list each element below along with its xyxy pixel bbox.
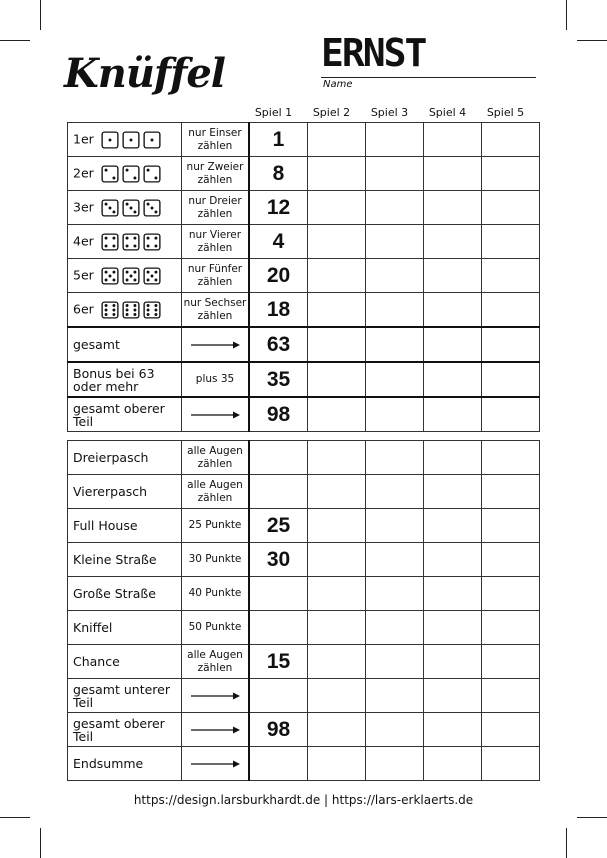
- row-hint-cell: [182, 362, 250, 397]
- score-row: [68, 123, 540, 157]
- die-icon: [122, 267, 140, 285]
- score-cell[interactable]: [482, 157, 540, 191]
- score-cell[interactable]: [424, 441, 482, 475]
- score-cell[interactable]: [424, 157, 482, 191]
- die-icon: [101, 267, 119, 285]
- row-label-cell: [68, 509, 182, 543]
- score-cell[interactable]: [308, 293, 366, 328]
- score-cell[interactable]: [482, 123, 540, 157]
- row-label: 3er: [73, 199, 94, 214]
- score-cell[interactable]: [482, 713, 540, 747]
- score-cell[interactable]: [482, 679, 540, 713]
- score-row: [68, 441, 540, 475]
- score-cell[interactable]: [308, 259, 366, 293]
- score-cell[interactable]: [308, 475, 366, 509]
- score-cell[interactable]: [308, 397, 366, 432]
- row-hint: nur Einser zählen: [188, 126, 242, 152]
- score-cell[interactable]: 1: [249, 123, 308, 157]
- score-cell[interactable]: [308, 191, 366, 225]
- game-header: Spiel 4: [428, 106, 467, 119]
- score-cell[interactable]: [366, 679, 424, 713]
- row-label: gesamt unterer Teil: [73, 681, 170, 710]
- die-icon: [101, 199, 119, 217]
- arrow-right-icon: [189, 691, 241, 701]
- row-label: 1er: [73, 131, 94, 146]
- crop-mark: [577, 817, 607, 818]
- player-name[interactable]: ERNST: [321, 31, 426, 75]
- score-row: [68, 259, 540, 293]
- score-cell[interactable]: [424, 475, 482, 509]
- crop-mark: [566, 0, 567, 30]
- crop-mark: [40, 0, 41, 30]
- score-row: [68, 475, 540, 509]
- crop-mark: [0, 817, 30, 818]
- score-cell[interactable]: [424, 713, 482, 747]
- score-cell[interactable]: [424, 362, 482, 397]
- score-row: [68, 397, 540, 432]
- score-cell[interactable]: [482, 645, 540, 679]
- die-icon: [122, 233, 140, 251]
- score-cell[interactable]: [482, 475, 540, 509]
- score-cell[interactable]: 15: [249, 645, 308, 679]
- score-cell[interactable]: [482, 441, 540, 475]
- score-cell[interactable]: [366, 543, 424, 577]
- row-label: Viererpasch: [73, 484, 148, 499]
- row-hint: alle Augen zählen: [187, 648, 243, 674]
- score-cell[interactable]: [424, 747, 482, 781]
- score-cell[interactable]: [482, 397, 540, 432]
- row-label: Full House: [73, 518, 138, 533]
- score-cell[interactable]: 35: [249, 362, 308, 397]
- score-cell[interactable]: 63: [249, 327, 308, 362]
- row-hint: plus 35: [195, 373, 235, 385]
- die-icon: [143, 131, 161, 149]
- score-row: [68, 713, 540, 747]
- row-label: gesamt oberer Teil: [73, 715, 165, 744]
- row-label-cell: [68, 327, 182, 362]
- score-row: [68, 747, 540, 781]
- row-hint-cell: [182, 191, 250, 225]
- row-hint: alle Augen zählen: [187, 478, 243, 504]
- row-hint: nur Sechser zählen: [183, 296, 247, 322]
- score-row: [68, 191, 540, 225]
- score-cell[interactable]: [308, 645, 366, 679]
- arrow-right-icon: [189, 759, 241, 769]
- score-cell[interactable]: 4: [249, 225, 308, 259]
- row-hint-cell: [182, 259, 250, 293]
- score-cell[interactable]: [308, 327, 366, 362]
- row-label-cell: [68, 577, 182, 611]
- score-cell[interactable]: [366, 293, 424, 328]
- score-row: [68, 327, 540, 362]
- row-hint-cell: [182, 747, 250, 781]
- row-hint-cell: [182, 293, 250, 328]
- row-label-cell: [68, 123, 182, 157]
- score-cell[interactable]: [424, 293, 482, 328]
- score-cell[interactable]: 12: [249, 191, 308, 225]
- row-hint: nur Dreier zählen: [188, 194, 242, 220]
- score-cell[interactable]: [308, 509, 366, 543]
- row-label: 2er: [73, 165, 94, 180]
- crop-mark: [577, 40, 607, 41]
- die-icon: [101, 165, 119, 183]
- score-cell[interactable]: [249, 679, 308, 713]
- score-cell[interactable]: [424, 645, 482, 679]
- score-cell[interactable]: [366, 191, 424, 225]
- footer-links[interactable]: https://design.larsburkhardt.de | https://lars-erklaerts.de: [133, 793, 474, 807]
- score-cell[interactable]: [424, 123, 482, 157]
- score-row: [68, 611, 540, 645]
- row-label-cell: [68, 441, 182, 475]
- crop-mark: [0, 40, 30, 41]
- row-hint-cell: [182, 157, 250, 191]
- score-cell[interactable]: 18: [249, 293, 308, 328]
- row-hint-cell: [182, 713, 250, 747]
- die-icon: [122, 165, 140, 183]
- score-cell[interactable]: 20: [249, 259, 308, 293]
- die-icon: [143, 199, 161, 217]
- die-icon: [101, 301, 119, 319]
- name-underline: [321, 77, 536, 78]
- die-icon: [143, 233, 161, 251]
- score-row: [68, 362, 540, 397]
- score-cell[interactable]: 8: [249, 157, 308, 191]
- score-cell[interactable]: [366, 397, 424, 432]
- game-header: Spiel 3: [370, 106, 409, 119]
- row-hint-cell: [182, 327, 250, 362]
- score-cell[interactable]: [249, 441, 308, 475]
- score-cell[interactable]: [366, 157, 424, 191]
- row-label: Dreierpasch: [73, 450, 149, 465]
- score-cell[interactable]: [249, 747, 308, 781]
- row-hint: nur Fünfer zählen: [187, 262, 243, 288]
- die-icon: [122, 131, 140, 149]
- score-cell[interactable]: [308, 123, 366, 157]
- row-hint-cell: [182, 679, 250, 713]
- score-cell[interactable]: 30: [249, 543, 308, 577]
- die-icon: [143, 267, 161, 285]
- score-cell[interactable]: [366, 362, 424, 397]
- row-hint: alle Augen zählen: [187, 444, 243, 470]
- crop-mark: [566, 828, 567, 858]
- row-hint-cell: [182, 123, 250, 157]
- row-label-cell: [68, 157, 182, 191]
- score-cell[interactable]: [482, 543, 540, 577]
- game-header: Spiel 5: [486, 106, 525, 119]
- score-cell[interactable]: [366, 475, 424, 509]
- score-row: [68, 225, 540, 259]
- score-cell[interactable]: [366, 577, 424, 611]
- score-cell[interactable]: [308, 362, 366, 397]
- row-label-cell: [68, 259, 182, 293]
- score-cell[interactable]: [308, 679, 366, 713]
- score-cell[interactable]: [424, 225, 482, 259]
- score-cell[interactable]: [482, 509, 540, 543]
- row-hint-cell: [182, 475, 250, 509]
- row-hint-cell: [182, 645, 250, 679]
- game-header: Spiel 1: [254, 106, 293, 119]
- row-label-cell: [68, 475, 182, 509]
- score-row: [68, 293, 540, 328]
- row-hint-cell: [182, 611, 250, 645]
- row-label: Große Straße: [73, 586, 156, 601]
- score-cell[interactable]: [482, 293, 540, 328]
- row-label-cell: [68, 225, 182, 259]
- score-cell[interactable]: [308, 577, 366, 611]
- score-cell[interactable]: [366, 509, 424, 543]
- score-cell[interactable]: 98: [249, 713, 308, 747]
- die-icon: [122, 301, 140, 319]
- score-cell[interactable]: [482, 259, 540, 293]
- score-cell[interactable]: [308, 441, 366, 475]
- row-hint: 25 Punkte: [188, 519, 242, 531]
- score-cell[interactable]: [424, 543, 482, 577]
- score-cell[interactable]: [366, 327, 424, 362]
- row-label-cell: [68, 397, 182, 432]
- die-icon: [122, 199, 140, 217]
- name-label: Name: [323, 79, 353, 90]
- score-cell[interactable]: [308, 747, 366, 781]
- row-label: Kleine Straße: [73, 552, 157, 567]
- row-label: Chance: [73, 654, 120, 669]
- score-cell[interactable]: [424, 679, 482, 713]
- score-cell[interactable]: [249, 475, 308, 509]
- score-row: [68, 679, 540, 713]
- row-hint-cell: [182, 577, 250, 611]
- row-label: 6er: [73, 301, 94, 316]
- row-label: Bonus bei 63 oder mehr: [73, 365, 155, 394]
- score-cell[interactable]: [424, 509, 482, 543]
- arrow-right-icon: [189, 725, 241, 735]
- row-hint-cell: [182, 225, 250, 259]
- row-hint: nur Vierer zählen: [188, 228, 242, 254]
- game-header: Spiel 2: [312, 106, 351, 119]
- logo-title: Knüffel: [64, 50, 225, 97]
- row-label-cell: [68, 747, 182, 781]
- arrow-right-icon: [189, 410, 241, 420]
- score-row: [68, 157, 540, 191]
- score-cell[interactable]: [308, 713, 366, 747]
- score-cell[interactable]: [482, 747, 540, 781]
- score-cell[interactable]: [366, 611, 424, 645]
- score-cell[interactable]: [424, 259, 482, 293]
- row-hint: 50 Punkte: [188, 621, 242, 633]
- row-label: 4er: [73, 233, 94, 248]
- score-cell[interactable]: [249, 611, 308, 645]
- score-cell[interactable]: [424, 191, 482, 225]
- row-hint: 30 Punkte: [188, 553, 242, 565]
- score-row: [68, 509, 540, 543]
- score-cell[interactable]: [249, 577, 308, 611]
- score-cell[interactable]: [482, 225, 540, 259]
- row-hint-cell: [182, 441, 250, 475]
- score-cell[interactable]: [482, 362, 540, 397]
- score-cell[interactable]: [482, 577, 540, 611]
- row-hint-cell: [182, 509, 250, 543]
- score-cell[interactable]: [366, 747, 424, 781]
- score-cell[interactable]: [424, 397, 482, 432]
- die-icon: [143, 165, 161, 183]
- row-hint-cell: [182, 397, 250, 432]
- die-icon: [101, 233, 119, 251]
- score-cell[interactable]: [424, 577, 482, 611]
- row-hint: 40 Punkte: [188, 587, 242, 599]
- die-icon: [101, 131, 119, 149]
- row-hint-cell: [182, 543, 250, 577]
- row-label-cell: [68, 362, 182, 397]
- score-cell[interactable]: [482, 191, 540, 225]
- row-label: gesamt oberer Teil: [73, 400, 165, 429]
- score-row: [68, 543, 540, 577]
- score-cell[interactable]: [366, 225, 424, 259]
- row-hint: nur Zweier zählen: [186, 160, 244, 186]
- row-label-cell: [68, 543, 182, 577]
- score-cell[interactable]: [424, 611, 482, 645]
- score-cell[interactable]: [308, 225, 366, 259]
- row-label: gesamt: [73, 337, 120, 352]
- score-cell[interactable]: 25: [249, 509, 308, 543]
- row-label-cell: [68, 611, 182, 645]
- score-cell[interactable]: [366, 123, 424, 157]
- row-label-cell: [68, 293, 182, 328]
- die-icon: [143, 301, 161, 319]
- score-cell[interactable]: [482, 611, 540, 645]
- row-label-cell: [68, 645, 182, 679]
- score-cell[interactable]: [366, 645, 424, 679]
- row-label-cell: [68, 713, 182, 747]
- score-cell[interactable]: [366, 713, 424, 747]
- score-cell[interactable]: [482, 327, 540, 362]
- score-cell[interactable]: [424, 327, 482, 362]
- row-label: 5er: [73, 267, 94, 282]
- arrow-right-icon: [189, 340, 241, 350]
- row-label: Kniffel: [73, 620, 113, 635]
- crop-mark: [40, 828, 41, 858]
- score-cell[interactable]: [366, 259, 424, 293]
- score-cell[interactable]: [308, 157, 366, 191]
- score-cell[interactable]: [308, 543, 366, 577]
- upper-section-table: [67, 122, 540, 432]
- score-row: [68, 645, 540, 679]
- row-label-cell: [68, 191, 182, 225]
- score-cell[interactable]: [308, 611, 366, 645]
- score-cell[interactable]: 98: [249, 397, 308, 432]
- score-cell[interactable]: [366, 441, 424, 475]
- row-label-cell: [68, 679, 182, 713]
- lower-section-table: [67, 440, 540, 781]
- score-row: [68, 577, 540, 611]
- row-label: Endsumme: [73, 756, 144, 771]
